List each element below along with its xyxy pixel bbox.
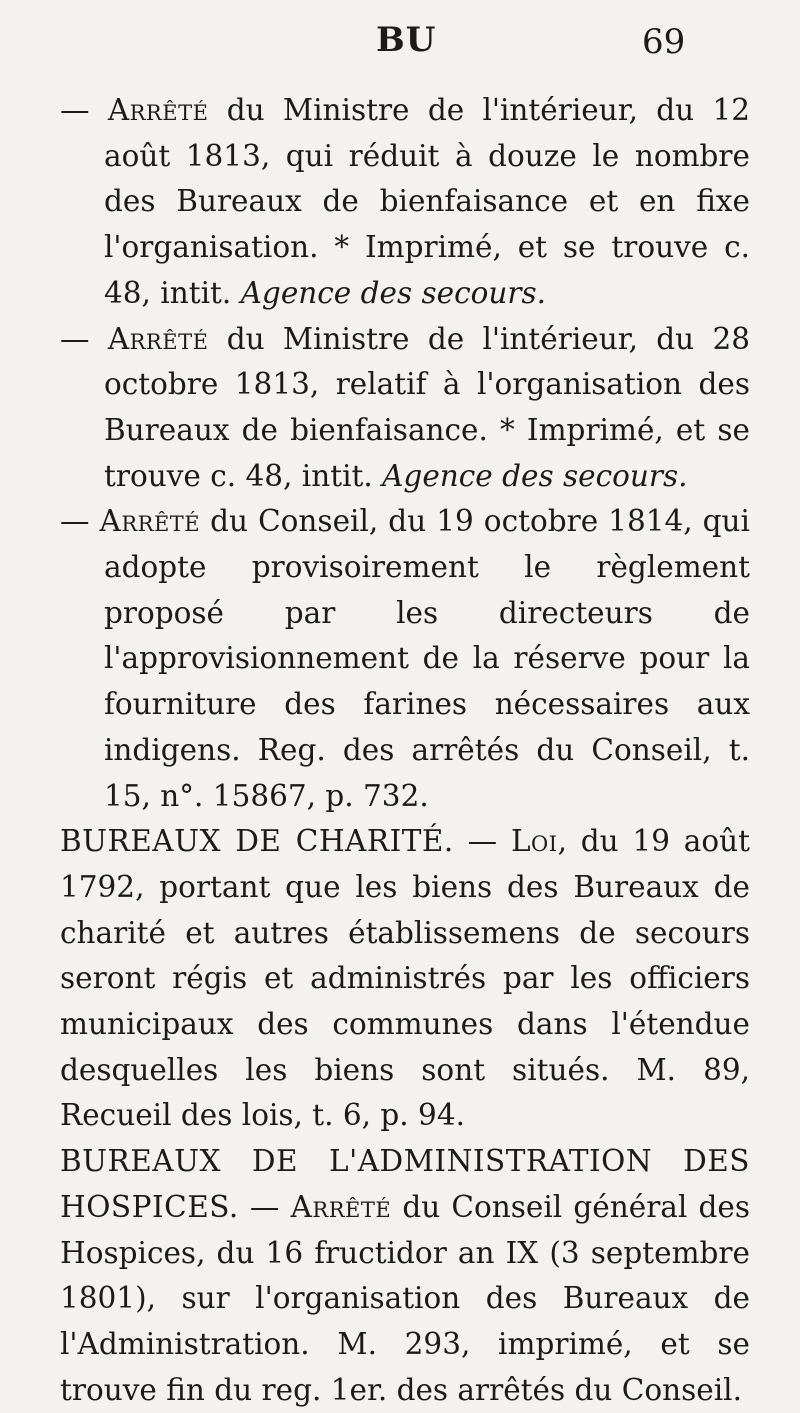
section-bureaux-de-charite — [60, 819, 750, 1139]
entry-lead: Arrêté — [107, 93, 209, 127]
entry-lead: Arrêté — [99, 504, 201, 539]
entry-2 — [60, 317, 750, 500]
section-lead: Loi — [510, 824, 558, 859]
entry-dash: — — [60, 321, 90, 356]
section-bureaux-administration-hospices — [60, 1139, 750, 1413]
entry-dash: — — [60, 504, 90, 539]
page-number: 69 — [642, 22, 686, 62]
section-text: , du 19 août 1792, portant que les biens des Bureaux de charité et autres établissemens de secours seront régis et administrés par les officiers municipaux des communes dans l'étendue desquelles les biens sont situés. M. 89, Recueil des lois, t. 6, p. 94. — [60, 824, 750, 1133]
section-heading: BUREAUX DE CHARITÉ. — [60, 824, 454, 859]
entry-text: du Ministre de l'intérieur, du 28 octobre 1813, relatif à l'organisation des Bureaux de bienfaisance. * Imprimé, et se trouve c. 48, intit. — [104, 321, 750, 493]
section-lead: Arrêté — [290, 1189, 392, 1224]
running-head: BU — [376, 20, 437, 60]
page-body — [60, 88, 750, 1413]
entry-3 — [60, 499, 750, 819]
section-heading: BUREAUX DE L'ADMINISTRATION DES HOSPICES. — [60, 1144, 750, 1224]
entry-lead: Arrêté — [107, 321, 209, 356]
section-dash: — — [453, 824, 511, 859]
entry-1 — [60, 88, 750, 317]
entry-text: du Ministre de l'intérieur, du 12 août 1813, qui réduit à douze le nombre des Bureaux de bienfaisance et en fixe l'organisation. * Imprimé, et se trouve c. 48, intit. — [104, 93, 750, 310]
page-header — [0, 16, 800, 76]
entry-italic: Agence des secours. — [382, 458, 688, 493]
entry-italic: Agence des secours. — [240, 275, 546, 310]
section-text: du Conseil général des Hospices, du 16 fructidor an IX (3 septembre 1801), sur l'organisation des Bureaux de l'Administration. M. 293, imprimé, et se trouve fin du reg. 1er. des arrêtés du Conseil. — [60, 1189, 750, 1407]
entry-dash: — — [60, 93, 90, 127]
entry-text: du Conseil, du 19 octobre 1814, qui adopte provisoirement le règlement proposé par les directeurs de l'approvisionnement de la réserve pour la fourniture des farines nécessaires aux indigens. Reg. des arrêtés du Conseil, t. 15, n°. 15867, p. 732. — [104, 504, 750, 813]
section-dash: — — [238, 1189, 291, 1224]
